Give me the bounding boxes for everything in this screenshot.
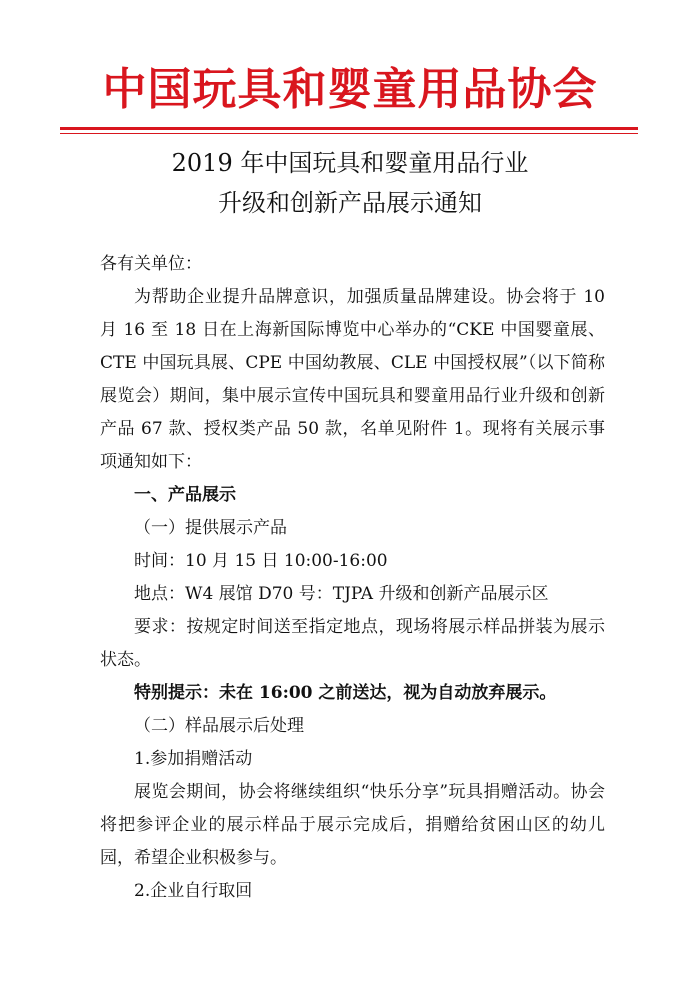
donation-paragraph: 展览会期间，协会将继续组织“快乐分享”玩具捐赠活动。协会将把参评企业的展示样品于展示完成后，捐赠给贫困山区的幼儿园，希望企业积极参与。 <box>100 782 605 868</box>
intro-paragraph: 为帮助企业提升品牌意识，加强质量品牌建设。协会将于 10 月 16 至 18 日在上海新国际博览中心举办的“CKE 中国婴童展、CTE 中国玩具展、CPE 中国幼教展、CLE 中国授权展”（以下简称展览会）期间，集中展示宣传中国玩具和婴童用品行业升级和创新产品 67 款、授权类产品 50 款，名单见附件 1。现将有关展示事项通知如下： <box>100 287 605 472</box>
item-heading-self-retrieval: 2.企业自行取回 <box>134 881 253 901</box>
item-heading-donation: 1.参加捐赠活动 <box>134 749 253 769</box>
salutation: 各有关单位： <box>100 254 202 274</box>
section-heading-product-display: 一、产品展示 <box>134 485 236 505</box>
document-title-line-2: 升级和创新产品展示通知 <box>218 189 482 217</box>
place-line: 地点：W4 展馆 D70 号：TJPA 升级和创新产品展示区 <box>134 584 549 604</box>
header-rule-thin <box>60 133 638 134</box>
organization-header: 中国玩具和婴童用品协会 <box>102 64 598 115</box>
time-line: 时间：10 月 15 日 10:00-16:00 <box>134 551 388 571</box>
requirement-paragraph: 要求：按规定时间送至指定地点，现场将展示样品拼装为展示状态。 <box>100 617 605 670</box>
subsection-heading-post-display: （二）样品展示后处理 <box>134 716 304 736</box>
document-body <box>100 248 605 908</box>
document-title-line-1: 2019 年中国玩具和婴童用品行业 <box>171 149 529 177</box>
subsection-heading-provide-products: （一）提供展示产品 <box>134 518 287 538</box>
special-note: 特别提示：未在 16:00 之前送达，视为自动放弃展示。 <box>134 683 557 703</box>
header-rule-thick <box>60 127 638 130</box>
